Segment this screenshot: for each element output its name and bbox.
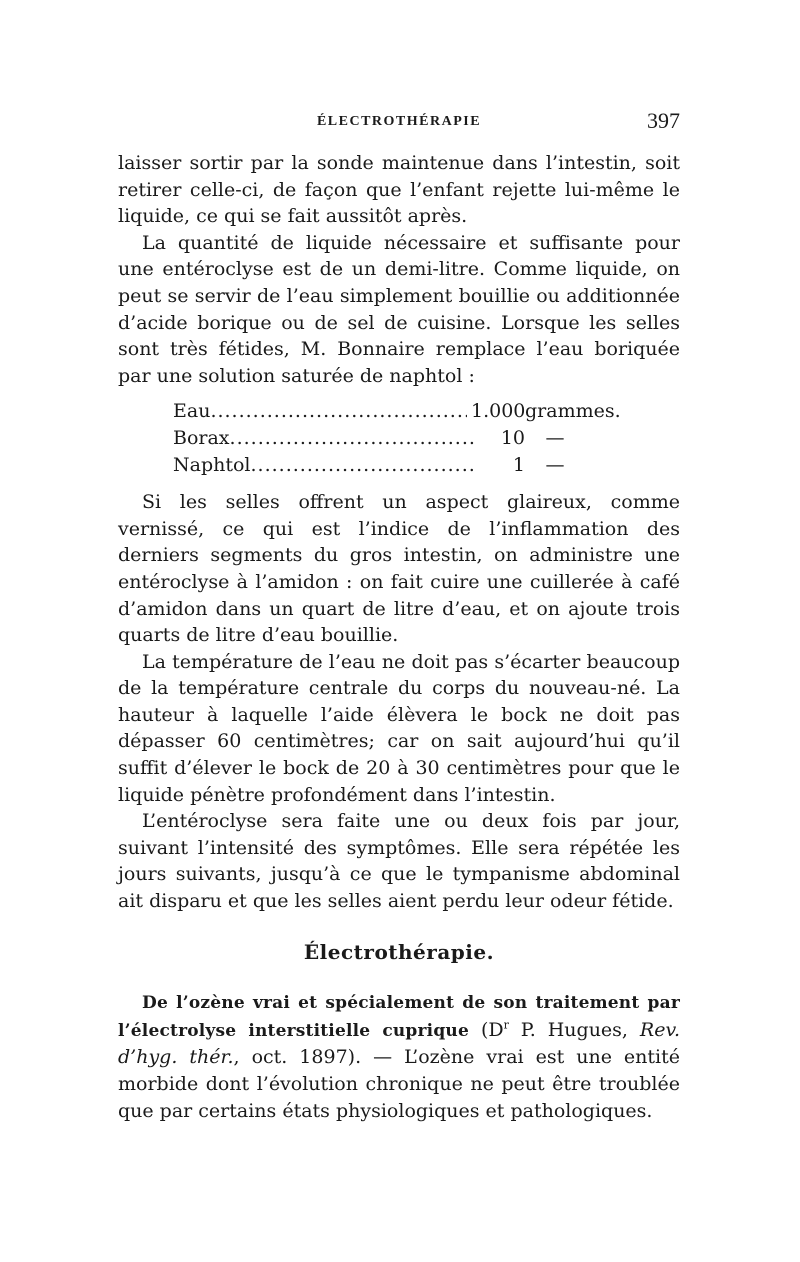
leader-dots xyxy=(251,452,475,479)
recipe-row xyxy=(173,398,633,425)
ingredient-name: Naphtol xyxy=(173,453,251,476)
reference-superscript: r xyxy=(503,1018,509,1032)
ingredient-quantity: 1.000 xyxy=(471,400,526,423)
reference-author: P. Hugues, xyxy=(508,1018,640,1041)
paragraph-glairy-stools: Si les selles offrent un aspect glaireux, comme vernissé, ce qui est l’indice de l’inflammation des derniers segments du gros intestin, on administre une entéroclyse à l’amidon : on fait cuire une cuillerée à café d’amidon dans un quart de litre d’eau, et on ajoute trois quarts de litre d’eau bouillie. xyxy=(118,491,680,647)
recipe-list xyxy=(173,398,633,478)
ingredient-unit: grammes. xyxy=(525,400,621,423)
section-title: Électrothérapie. xyxy=(303,939,495,964)
page-header xyxy=(118,108,680,138)
article-paragraph xyxy=(118,989,680,1124)
article-text: L’ozène vrai est une entité morbide dont l’évolution chronique ne peut être troublée que par certains états physiologiques et pathologiques. xyxy=(118,1046,680,1122)
paragraph-temperature: La température de l’eau ne doit pas s’écarter beaucoup de la température centrale du corps du nouveau-né. La hauteur à laquelle l’aide élèvera le bock ne doit pas dépasser 60 centimètres; car on sait aujourd’hui qu’il suffit d’élever le bock de 20 à 30 centimètres pour que le liquide pénètre profondément dans l’intestin. xyxy=(118,650,680,806)
paragraph-liquid-quantity: La quantité de liquide nécessaire et suffisante pour une entéroclyse est de un demi-litre. Comme liquide, on peut se servir de l’eau simplement bouillie ou additionnée d’acide borique ou de sel de cuisine. Lorsque les selles sont très fétides, M. Bonnaire remplace l’eau boriquée par une solution saturée de naphtol : xyxy=(118,231,680,387)
reference-date: , oct. 1897). — xyxy=(233,1046,405,1069)
recipe-row xyxy=(173,452,633,479)
leader-dots xyxy=(230,425,475,452)
ingredient-name: Borax xyxy=(173,426,230,449)
page-number: 397 xyxy=(647,108,680,133)
page-body xyxy=(118,150,680,1124)
ingredient-unit: — xyxy=(545,453,565,476)
paragraph-frequency: L’entéroclyse sera faite une ou deux fois par jour, suivant l’intensité des symptômes. Elle sera répétée les jours suivants, jusqu’à ce que le tympanisme abdominal ait disparu et que les selles aient perdu leur odeur fétide. xyxy=(118,810,680,913)
journal-name: Rev. d’hyg. thér. xyxy=(118,1018,680,1069)
ingredient-name: Eau xyxy=(173,400,211,423)
ingredient-quantity: 10 xyxy=(500,426,525,449)
article-title: De l’ozène vrai et spécialement de son traitement par l’électrolyse interstitielle cuprique xyxy=(118,993,680,1041)
ingredient-unit: — xyxy=(545,426,565,449)
paragraph-continuation: laisser sortir par la sonde maintenue dans l’intestin, soit retirer celle-ci, de façon que l’enfant rejette lui-même le liquide, ce qui se fait aussitôt après. xyxy=(118,152,680,228)
reference-open: (D xyxy=(469,1018,504,1041)
ingredient-quantity: 1 xyxy=(512,453,525,476)
leader-dots xyxy=(210,398,467,425)
recipe-row xyxy=(173,425,633,452)
running-title: ÉLECTROTHÉRAPIE xyxy=(316,114,482,129)
